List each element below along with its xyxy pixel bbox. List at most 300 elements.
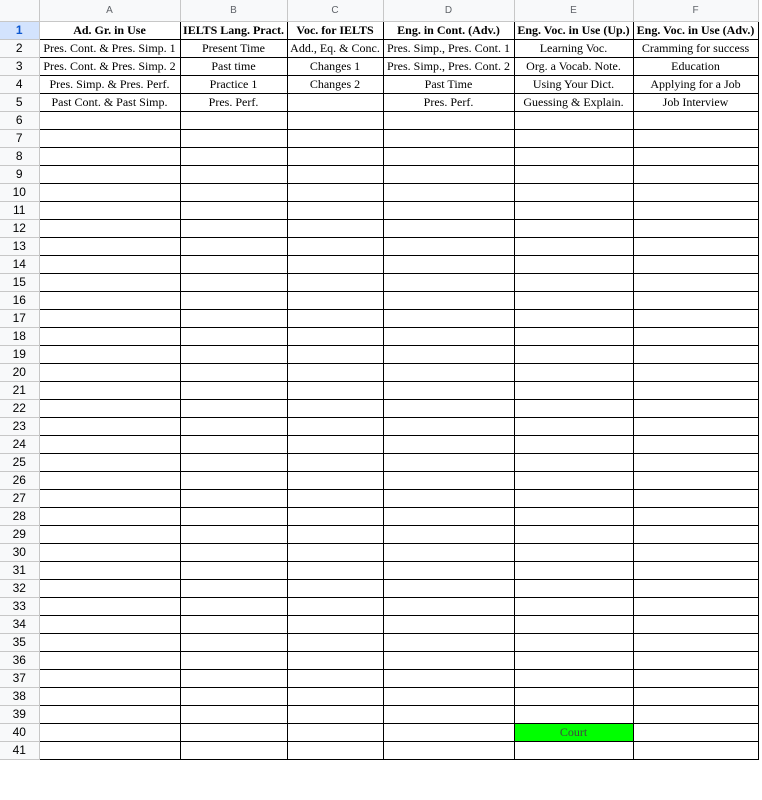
table-row — [0, 417, 758, 435]
cell-c8[interactable] — [287, 147, 383, 165]
cell-f20[interactable] — [633, 363, 758, 381]
row-header-17[interactable]: 17 — [0, 309, 39, 327]
cell-f17[interactable] — [633, 309, 758, 327]
cell-d2[interactable]: Pres. Simp., Pres. Cont. 1 — [383, 39, 514, 57]
row-header-28[interactable]: 28 — [0, 507, 39, 525]
select-all-corner[interactable] — [0, 0, 39, 21]
cell-c22[interactable] — [287, 399, 383, 417]
column-header-f[interactable]: F — [633, 0, 758, 21]
cell-f1[interactable]: Eng. Voc. in Use (Adv.) — [633, 21, 758, 39]
cell-e33[interactable] — [514, 597, 633, 615]
cell-c16[interactable] — [287, 291, 383, 309]
cell-d8[interactable] — [383, 147, 514, 165]
cell-f36[interactable] — [633, 651, 758, 669]
cell-d21[interactable] — [383, 381, 514, 399]
cell-a37[interactable] — [39, 669, 180, 687]
cell-f23[interactable] — [633, 417, 758, 435]
cell-e20[interactable] — [514, 363, 633, 381]
cell-e6[interactable] — [514, 111, 633, 129]
cell-a19[interactable] — [39, 345, 180, 363]
row-header-34[interactable]: 34 — [0, 615, 39, 633]
cell-f4[interactable]: Applying for a Job — [633, 75, 758, 93]
cell-b27[interactable] — [180, 489, 287, 507]
cell-a16[interactable] — [39, 291, 180, 309]
cell-d40[interactable] — [383, 723, 514, 741]
cell-f26[interactable] — [633, 471, 758, 489]
cell-f7[interactable] — [633, 129, 758, 147]
cell-b11[interactable] — [180, 201, 287, 219]
row-header-32[interactable]: 32 — [0, 579, 39, 597]
cell-e10[interactable] — [514, 183, 633, 201]
cell-c7[interactable] — [287, 129, 383, 147]
cell-e30[interactable] — [514, 543, 633, 561]
cell-c19[interactable] — [287, 345, 383, 363]
cell-a33[interactable] — [39, 597, 180, 615]
cell-f39[interactable] — [633, 705, 758, 723]
cell-b41[interactable] — [180, 741, 287, 759]
cell-b5[interactable]: Pres. Perf. — [180, 93, 287, 111]
cell-d15[interactable] — [383, 273, 514, 291]
cell-d36[interactable] — [383, 651, 514, 669]
cell-a13[interactable] — [39, 237, 180, 255]
row-header-25[interactable]: 25 — [0, 453, 39, 471]
cell-c24[interactable] — [287, 435, 383, 453]
cell-c3[interactable]: Changes 1 — [287, 57, 383, 75]
cell-f5[interactable]: Job Interview — [633, 93, 758, 111]
cell-c11[interactable] — [287, 201, 383, 219]
cell-f6[interactable] — [633, 111, 758, 129]
column-header-a[interactable]: A — [39, 0, 180, 21]
row-header-24[interactable]: 24 — [0, 435, 39, 453]
cell-f18[interactable] — [633, 327, 758, 345]
cell-b37[interactable] — [180, 669, 287, 687]
cell-a35[interactable] — [39, 633, 180, 651]
cell-c36[interactable] — [287, 651, 383, 669]
cell-d12[interactable] — [383, 219, 514, 237]
cell-f27[interactable] — [633, 489, 758, 507]
cell-a5[interactable]: Past Cont. & Past Simp. — [39, 93, 180, 111]
cell-d11[interactable] — [383, 201, 514, 219]
cell-e22[interactable] — [514, 399, 633, 417]
cell-e27[interactable] — [514, 489, 633, 507]
column-header-c[interactable]: C — [287, 0, 383, 21]
cell-e41[interactable] — [514, 741, 633, 759]
cell-b10[interactable] — [180, 183, 287, 201]
row-header-15[interactable]: 15 — [0, 273, 39, 291]
cell-e2[interactable]: Learning Voc. — [514, 39, 633, 57]
cell-d26[interactable] — [383, 471, 514, 489]
cell-c18[interactable] — [287, 327, 383, 345]
cell-a11[interactable] — [39, 201, 180, 219]
cell-b24[interactable] — [180, 435, 287, 453]
cell-c37[interactable] — [287, 669, 383, 687]
cell-c33[interactable] — [287, 597, 383, 615]
cell-d37[interactable] — [383, 669, 514, 687]
row-header-13[interactable]: 13 — [0, 237, 39, 255]
cell-a2[interactable]: Pres. Cont. & Pres. Simp. 1 — [39, 39, 180, 57]
cell-a38[interactable] — [39, 687, 180, 705]
cell-f16[interactable] — [633, 291, 758, 309]
cell-a26[interactable] — [39, 471, 180, 489]
cell-c25[interactable] — [287, 453, 383, 471]
cell-f40[interactable] — [633, 723, 758, 741]
cell-a17[interactable] — [39, 309, 180, 327]
cell-f13[interactable] — [633, 237, 758, 255]
cell-c2[interactable]: Add., Eq. & Conc. — [287, 39, 383, 57]
cell-d3[interactable]: Pres. Simp., Pres. Cont. 2 — [383, 57, 514, 75]
cell-c12[interactable] — [287, 219, 383, 237]
cell-c34[interactable] — [287, 615, 383, 633]
row-header-30[interactable]: 30 — [0, 543, 39, 561]
cell-b21[interactable] — [180, 381, 287, 399]
cell-c39[interactable] — [287, 705, 383, 723]
row-header-2[interactable]: 2 — [0, 39, 39, 57]
cell-d7[interactable] — [383, 129, 514, 147]
cell-c32[interactable] — [287, 579, 383, 597]
cell-e13[interactable] — [514, 237, 633, 255]
cell-c4[interactable]: Changes 2 — [287, 75, 383, 93]
cell-b23[interactable] — [180, 417, 287, 435]
cell-e1[interactable]: Eng. Voc. in Use (Up.) — [514, 21, 633, 39]
cell-a9[interactable] — [39, 165, 180, 183]
cell-b20[interactable] — [180, 363, 287, 381]
cell-a36[interactable] — [39, 651, 180, 669]
cell-f9[interactable] — [633, 165, 758, 183]
cell-c10[interactable] — [287, 183, 383, 201]
cell-b40[interactable] — [180, 723, 287, 741]
cell-f22[interactable] — [633, 399, 758, 417]
cell-d32[interactable] — [383, 579, 514, 597]
cell-e16[interactable] — [514, 291, 633, 309]
cell-e4[interactable]: Using Your Dict. — [514, 75, 633, 93]
cell-d23[interactable] — [383, 417, 514, 435]
cell-c6[interactable] — [287, 111, 383, 129]
cell-a24[interactable] — [39, 435, 180, 453]
table-row — [0, 507, 758, 525]
cell-b30[interactable] — [180, 543, 287, 561]
row-header-38[interactable]: 38 — [0, 687, 39, 705]
column-header-d[interactable]: D — [383, 0, 514, 21]
cell-a1[interactable]: Ad. Gr. in Use — [39, 21, 180, 39]
cell-d24[interactable] — [383, 435, 514, 453]
cell-b6[interactable] — [180, 111, 287, 129]
cell-a28[interactable] — [39, 507, 180, 525]
cell-d29[interactable] — [383, 525, 514, 543]
cell-d13[interactable] — [383, 237, 514, 255]
row-header-27[interactable]: 27 — [0, 489, 39, 507]
cell-c14[interactable] — [287, 255, 383, 273]
cell-d39[interactable] — [383, 705, 514, 723]
cell-a32[interactable] — [39, 579, 180, 597]
cell-e11[interactable] — [514, 201, 633, 219]
cell-f2[interactable]: Cramming for success — [633, 39, 758, 57]
row-header-16[interactable]: 16 — [0, 291, 39, 309]
cell-f34[interactable] — [633, 615, 758, 633]
cell-a14[interactable] — [39, 255, 180, 273]
cell-c23[interactable] — [287, 417, 383, 435]
cell-c28[interactable] — [287, 507, 383, 525]
cell-e34[interactable] — [514, 615, 633, 633]
cell-d4[interactable]: Past Time — [383, 75, 514, 93]
cell-d18[interactable] — [383, 327, 514, 345]
row-header-29[interactable]: 29 — [0, 525, 39, 543]
row-header-23[interactable]: 23 — [0, 417, 39, 435]
cell-b15[interactable] — [180, 273, 287, 291]
cell-e24[interactable] — [514, 435, 633, 453]
cell-e38[interactable] — [514, 687, 633, 705]
cell-b18[interactable] — [180, 327, 287, 345]
cell-e23[interactable] — [514, 417, 633, 435]
row-header-26[interactable]: 26 — [0, 471, 39, 489]
row-header-10[interactable]: 10 — [0, 183, 39, 201]
cell-a22[interactable] — [39, 399, 180, 417]
table-row — [0, 705, 758, 723]
cell-f38[interactable] — [633, 687, 758, 705]
cell-c5[interactable] — [287, 93, 383, 111]
cell-d28[interactable] — [383, 507, 514, 525]
cell-b17[interactable] — [180, 309, 287, 327]
row-header-4[interactable]: 4 — [0, 75, 39, 93]
cell-b2[interactable]: Present Time — [180, 39, 287, 57]
cell-b7[interactable] — [180, 129, 287, 147]
cell-d25[interactable] — [383, 453, 514, 471]
cell-f35[interactable] — [633, 633, 758, 651]
cell-a25[interactable] — [39, 453, 180, 471]
row-header-41[interactable]: 41 — [0, 741, 39, 759]
row-header-18[interactable]: 18 — [0, 327, 39, 345]
cell-f11[interactable] — [633, 201, 758, 219]
column-header-b[interactable]: B — [180, 0, 287, 21]
row-header-1[interactable]: 1 — [0, 21, 39, 39]
cell-f25[interactable] — [633, 453, 758, 471]
cell-c30[interactable] — [287, 543, 383, 561]
cell-b25[interactable] — [180, 453, 287, 471]
cell-b29[interactable] — [180, 525, 287, 543]
cell-e7[interactable] — [514, 129, 633, 147]
cell-b4[interactable]: Practice 1 — [180, 75, 287, 93]
row-header-8[interactable]: 8 — [0, 147, 39, 165]
table-row — [0, 165, 758, 183]
row-header-12[interactable]: 12 — [0, 219, 39, 237]
cell-a27[interactable] — [39, 489, 180, 507]
cell-b38[interactable] — [180, 687, 287, 705]
cell-e21[interactable] — [514, 381, 633, 399]
cell-f31[interactable] — [633, 561, 758, 579]
column-header-e[interactable]: E — [514, 0, 633, 21]
cell-a18[interactable] — [39, 327, 180, 345]
cell-b34[interactable] — [180, 615, 287, 633]
cell-c40[interactable] — [287, 723, 383, 741]
cell-f21[interactable] — [633, 381, 758, 399]
cell-b9[interactable] — [180, 165, 287, 183]
cell-a39[interactable] — [39, 705, 180, 723]
cell-b33[interactable] — [180, 597, 287, 615]
cell-a23[interactable] — [39, 417, 180, 435]
row-header-3[interactable]: 3 — [0, 57, 39, 75]
cell-f28[interactable] — [633, 507, 758, 525]
cell-a29[interactable] — [39, 525, 180, 543]
cell-d19[interactable] — [383, 345, 514, 363]
cell-c26[interactable] — [287, 471, 383, 489]
cell-e3[interactable]: Org. a Vocab. Note. — [514, 57, 633, 75]
cell-d30[interactable] — [383, 543, 514, 561]
cell-f24[interactable] — [633, 435, 758, 453]
row-header-9[interactable]: 9 — [0, 165, 39, 183]
row-header-35[interactable]: 35 — [0, 633, 39, 651]
cell-c21[interactable] — [287, 381, 383, 399]
cell-a20[interactable] — [39, 363, 180, 381]
cell-c38[interactable] — [287, 687, 383, 705]
cell-d14[interactable] — [383, 255, 514, 273]
row-header-37[interactable]: 37 — [0, 669, 39, 687]
cell-e18[interactable] — [514, 327, 633, 345]
cell-a21[interactable] — [39, 381, 180, 399]
cell-e37[interactable] — [514, 669, 633, 687]
cell-d34[interactable] — [383, 615, 514, 633]
cell-a6[interactable] — [39, 111, 180, 129]
cell-f19[interactable] — [633, 345, 758, 363]
cell-c20[interactable] — [287, 363, 383, 381]
table-row — [0, 291, 758, 309]
cell-e25[interactable] — [514, 453, 633, 471]
cell-b31[interactable] — [180, 561, 287, 579]
cell-b22[interactable] — [180, 399, 287, 417]
cell-a31[interactable] — [39, 561, 180, 579]
row-header-31[interactable]: 31 — [0, 561, 39, 579]
cell-b26[interactable] — [180, 471, 287, 489]
cell-e31[interactable] — [514, 561, 633, 579]
cell-a7[interactable] — [39, 129, 180, 147]
cell-c9[interactable] — [287, 165, 383, 183]
cell-c27[interactable] — [287, 489, 383, 507]
cell-f3[interactable]: Education — [633, 57, 758, 75]
cell-a40[interactable] — [39, 723, 180, 741]
cell-e19[interactable] — [514, 345, 633, 363]
cell-b12[interactable] — [180, 219, 287, 237]
cell-f29[interactable] — [633, 525, 758, 543]
cell-a10[interactable] — [39, 183, 180, 201]
cell-b39[interactable] — [180, 705, 287, 723]
cell-d17[interactable] — [383, 309, 514, 327]
cell-e17[interactable] — [514, 309, 633, 327]
cell-d1[interactable]: Eng. in Cont. (Adv.) — [383, 21, 514, 39]
cell-f30[interactable] — [633, 543, 758, 561]
cell-f33[interactable] — [633, 597, 758, 615]
cell-b35[interactable] — [180, 633, 287, 651]
cell-d31[interactable] — [383, 561, 514, 579]
cell-e12[interactable] — [514, 219, 633, 237]
cell-a3[interactable]: Pres. Cont. & Pres. Simp. 2 — [39, 57, 180, 75]
cell-e32[interactable] — [514, 579, 633, 597]
row-header-11[interactable]: 11 — [0, 201, 39, 219]
cell-a8[interactable] — [39, 147, 180, 165]
cell-f32[interactable] — [633, 579, 758, 597]
cell-c17[interactable] — [287, 309, 383, 327]
row-header-39[interactable]: 39 — [0, 705, 39, 723]
cell-d10[interactable] — [383, 183, 514, 201]
table-row — [0, 345, 758, 363]
row-header-14[interactable]: 14 — [0, 255, 39, 273]
cell-d16[interactable] — [383, 291, 514, 309]
cell-b28[interactable] — [180, 507, 287, 525]
cell-e29[interactable] — [514, 525, 633, 543]
cell-e26[interactable] — [514, 471, 633, 489]
cell-d27[interactable] — [383, 489, 514, 507]
row-header-21[interactable]: 21 — [0, 381, 39, 399]
cell-b16[interactable] — [180, 291, 287, 309]
cell-a12[interactable] — [39, 219, 180, 237]
cell-c41[interactable] — [287, 741, 383, 759]
cell-a15[interactable] — [39, 273, 180, 291]
cell-e39[interactable] — [514, 705, 633, 723]
cell-b32[interactable] — [180, 579, 287, 597]
cell-d5[interactable]: Pres. Perf. — [383, 93, 514, 111]
cell-f41[interactable] — [633, 741, 758, 759]
cell-e36[interactable] — [514, 651, 633, 669]
cell-b36[interactable] — [180, 651, 287, 669]
cell-e15[interactable] — [514, 273, 633, 291]
cell-e14[interactable] — [514, 255, 633, 273]
cell-c13[interactable] — [287, 237, 383, 255]
row-header-33[interactable]: 33 — [0, 597, 39, 615]
row-header-22[interactable]: 22 — [0, 399, 39, 417]
cell-c1[interactable]: Voc. for IELTS — [287, 21, 383, 39]
row-header-6[interactable]: 6 — [0, 111, 39, 129]
cell-d9[interactable] — [383, 165, 514, 183]
cell-d38[interactable] — [383, 687, 514, 705]
cell-e40[interactable]: Court — [514, 723, 633, 741]
cell-e8[interactable] — [514, 147, 633, 165]
cell-c31[interactable] — [287, 561, 383, 579]
cell-a30[interactable] — [39, 543, 180, 561]
cell-d41[interactable] — [383, 741, 514, 759]
cell-f37[interactable] — [633, 669, 758, 687]
cell-b19[interactable] — [180, 345, 287, 363]
cell-c29[interactable] — [287, 525, 383, 543]
cell-a41[interactable] — [39, 741, 180, 759]
row-header-19[interactable]: 19 — [0, 345, 39, 363]
cell-d20[interactable] — [383, 363, 514, 381]
cell-b3[interactable]: Past time — [180, 57, 287, 75]
cell-b13[interactable] — [180, 237, 287, 255]
cell-a4[interactable]: Pres. Simp. & Pres. Perf. — [39, 75, 180, 93]
cell-f8[interactable] — [633, 147, 758, 165]
row-header-5[interactable]: 5 — [0, 93, 39, 111]
cell-d22[interactable] — [383, 399, 514, 417]
cell-c35[interactable] — [287, 633, 383, 651]
cell-d6[interactable] — [383, 111, 514, 129]
cell-e35[interactable] — [514, 633, 633, 651]
cell-c15[interactable] — [287, 273, 383, 291]
row-header-20[interactable]: 20 — [0, 363, 39, 381]
cell-e5[interactable]: Guessing & Explain. — [514, 93, 633, 111]
cell-b1[interactable]: IELTS Lang. Pract. — [180, 21, 287, 39]
cell-e9[interactable] — [514, 165, 633, 183]
row-header-7[interactable]: 7 — [0, 129, 39, 147]
cell-d33[interactable] — [383, 597, 514, 615]
cell-a34[interactable] — [39, 615, 180, 633]
cell-d35[interactable] — [383, 633, 514, 651]
row-header-36[interactable]: 36 — [0, 651, 39, 669]
cell-e28[interactable] — [514, 507, 633, 525]
row-header-40[interactable]: 40 — [0, 723, 39, 741]
cell-f12[interactable] — [633, 219, 758, 237]
cell-f15[interactable] — [633, 273, 758, 291]
cell-f14[interactable] — [633, 255, 758, 273]
cell-b14[interactable] — [180, 255, 287, 273]
cell-b8[interactable] — [180, 147, 287, 165]
cell-f10[interactable] — [633, 183, 758, 201]
